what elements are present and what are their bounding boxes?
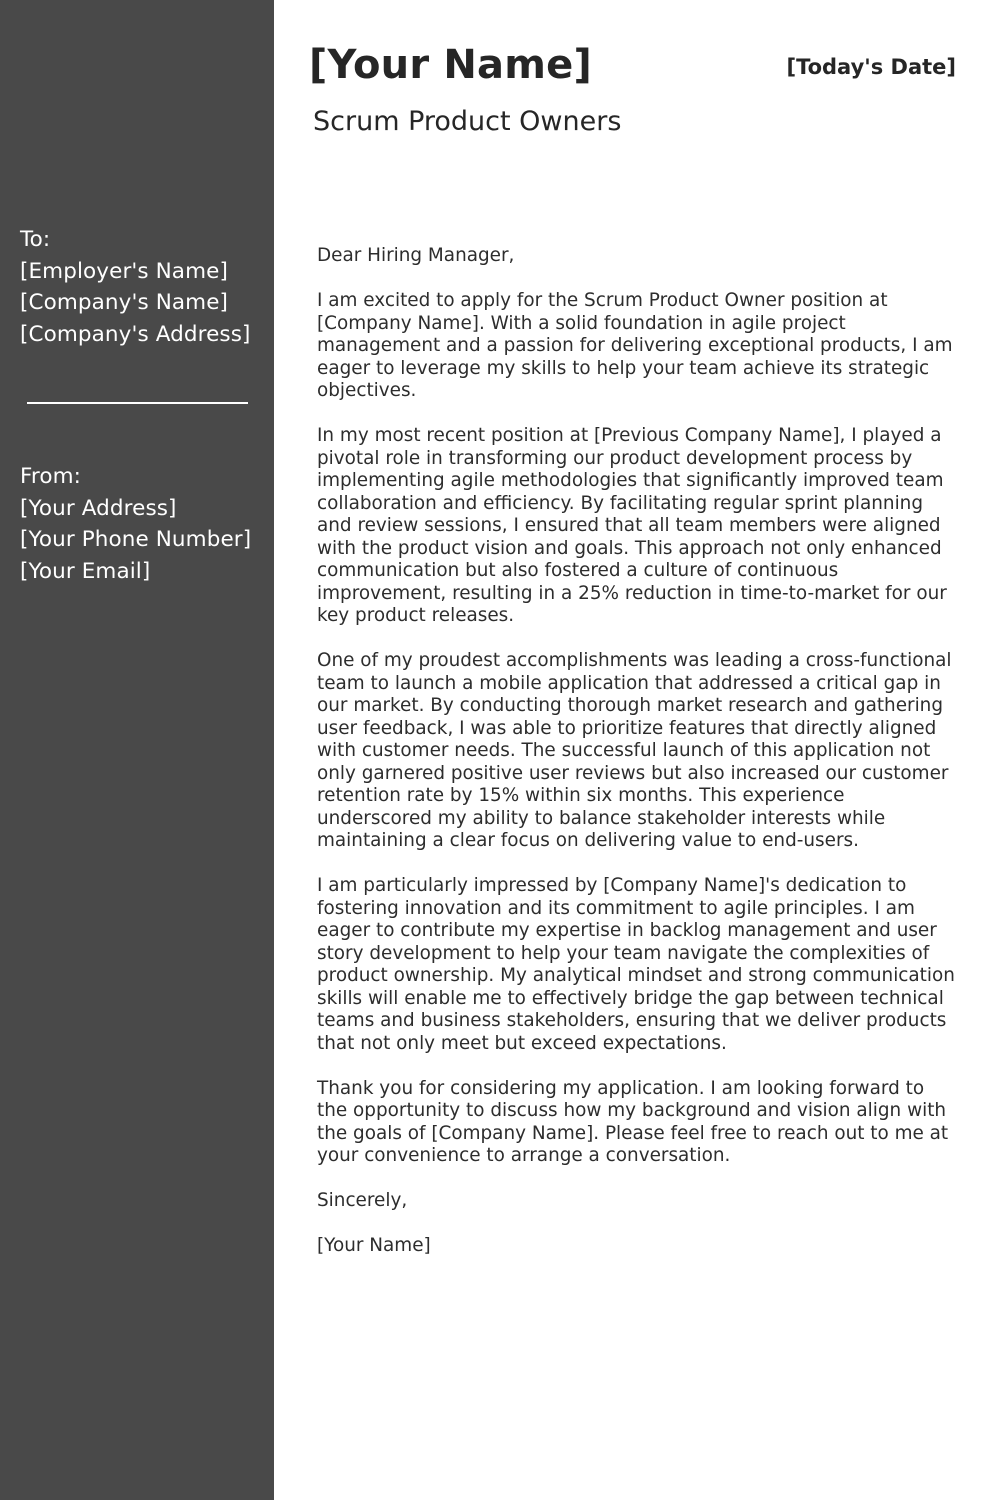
applicant-name: [Your Name]: [309, 42, 592, 88]
to-label: To:: [20, 227, 51, 252]
sidebar: [0, 0, 274, 1500]
letter-paragraph: I am particularly impressed by [Company Name]'s dedication to fostering innovation and its commitment to agile principles. I am eager to contribute my expertise in backlog management and user story development to help your team navigate the complexities of product ownership. My analytical mindset and strong communication skills will enable me to effectively bridge the gap between technical teams and business stakeholders, ensuring that we deliver products that not only meet but exceed expectations.: [317, 875, 955, 1054]
salutation: Dear Hiring Manager,: [317, 245, 515, 266]
company-name: [Company's Name]: [20, 290, 229, 315]
sender-email: [Your Email]: [20, 558, 151, 584]
sender-phone: [Your Phone Number]: [20, 527, 252, 552]
letter-body: [317, 245, 959, 1280]
letter-paragraph: In my most recent position at [Previous Company Name], I played a pivotal role in transforming our product development process by implementing agile methodologies that significantly improved team collaboration and efficiency. By facilitating regular sprint planning and review sessions, I ensured that all team members were aligned with the product vision and goals. This approach not only enhanced communication but also fostered a culture of continuous improvement, resulting in a 25% reduction in time-to-market for our key product releases.: [317, 425, 947, 626]
letter-paragraph: I am excited to apply for the Scrum Product Owner position at [Company Name]. With a solid foundation in agile project management and a passion for delivering exceptional products, I am eager to leverage my skills to help your team achieve its strategic objectives.: [317, 290, 953, 401]
closing: Sincerely,: [317, 1190, 408, 1211]
employer-name: [Employer's Name]: [20, 258, 228, 284]
from-label: From:: [20, 464, 82, 489]
signature: [Your Name]: [317, 1235, 431, 1256]
sidebar-divider: [27, 402, 248, 404]
sender-address: [Your Address]: [20, 495, 177, 521]
company-address: [Company's Address]: [20, 321, 251, 347]
job-role-title: Scrum Product Owners: [313, 106, 622, 137]
sender-block: [20, 461, 270, 587]
letter-date: [Today's Date]: [786, 55, 956, 79]
letter-paragraph: One of my proudest accomplishments was leading a cross-functional team to launch a mobile application that addressed a critical gap in our market. By conducting thorough market research and gathering user feedback, I was able to prioritize features that directly aligned with customer needs. The successful launch of this application not only garnered positive user reviews but also increased our customer retention rate by 15% within six months. This experience underscored my ability to balance stakeholder interests while maintaining a clear focus on delivering value to end-users.: [317, 650, 952, 851]
recipient-block: [20, 224, 270, 350]
letter-paragraph: Thank you for considering my application. I am looking forward to the opportunity to discuss how my background and vision align with the goals of [Company Name]. Please feel free to reach out to me at your convenience to arrange a conversation.: [317, 1077, 949, 1166]
